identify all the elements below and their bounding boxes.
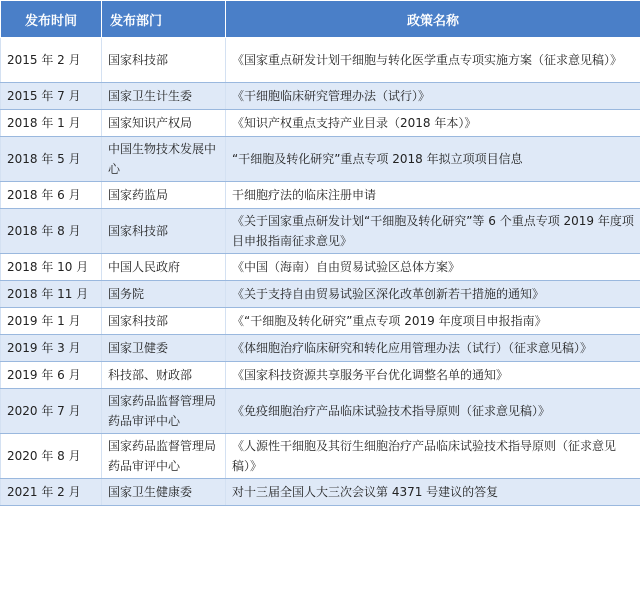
cell-date: 2018 年 1 月 (1, 110, 102, 137)
header-date: 发布时间 (1, 1, 102, 38)
cell-date: 2018 年 10 月 (1, 254, 102, 281)
cell-dept: 国家科技部 (102, 209, 226, 254)
table-row (1, 182, 640, 209)
cell-policy: 《关于国家重点研发计划“干细胞及转化研究”等 6 个重点专项 2019 年度项目申报指南征求意见》 (226, 209, 640, 254)
table-row (1, 281, 640, 308)
header-policy: 政策名称 (226, 1, 640, 38)
cell-policy: 《知识产权重点支持产业目录（2018 年本）》 (226, 110, 640, 137)
table-row (1, 335, 640, 362)
cell-policy: 《关于支持自由贸易试验区深化改革创新若干措施的通知》 (226, 281, 640, 308)
cell-policy: 《中国（海南）自由贸易试验区总体方案》 (226, 254, 640, 281)
cell-policy: 干细胞疗法的临床注册申请 (226, 182, 640, 209)
table-row (1, 389, 640, 434)
table-row (1, 83, 640, 110)
cell-dept: 国家知识产权局 (102, 110, 226, 137)
cell-dept: 国家卫生健康委 (102, 479, 226, 506)
cell-dept: 国家药品监督管理局药品审评中心 (102, 389, 226, 434)
cell-date: 2020 年 7 月 (1, 389, 102, 434)
table-row (1, 479, 640, 506)
table-row (1, 209, 640, 254)
cell-dept: 科技部、财政部 (102, 362, 226, 389)
table-row (1, 254, 640, 281)
cell-policy: 《“干细胞及转化研究”重点专项 2019 年度项目申报指南》 (226, 308, 640, 335)
cell-policy: 《免疫细胞治疗产品临床试验技术指导原则（征求意见稿）》 (226, 389, 640, 434)
cell-dept: 中国人民政府 (102, 254, 226, 281)
cell-date: 2015 年 2 月 (1, 38, 102, 83)
cell-dept: 国家科技部 (102, 308, 226, 335)
cell-date: 2020 年 8 月 (1, 434, 102, 479)
table-row (1, 308, 640, 335)
cell-date: 2018 年 5 月 (1, 137, 102, 182)
cell-date: 2015 年 7 月 (1, 83, 102, 110)
cell-policy: 《国家科技资源共享服务平台优化调整名单的通知》 (226, 362, 640, 389)
cell-date: 2019 年 1 月 (1, 308, 102, 335)
cell-policy: 《国家重点研发计划干细胞与转化医学重点专项实施方案（征求意见稿）》 (226, 38, 640, 83)
cell-dept: 国家药品监督管理局药品审评中心 (102, 434, 226, 479)
cell-dept: 国家药监局 (102, 182, 226, 209)
cell-dept: 国家科技部 (102, 38, 226, 83)
cell-date: 2021 年 2 月 (1, 479, 102, 506)
header-dept: 发布部门 (102, 1, 226, 38)
cell-date: 2019 年 3 月 (1, 335, 102, 362)
cell-date: 2018 年 11 月 (1, 281, 102, 308)
table-header-row (1, 1, 640, 38)
table-row (1, 110, 640, 137)
cell-dept: 中国生物技术发展中心 (102, 137, 226, 182)
cell-dept: 国家卫健委 (102, 335, 226, 362)
cell-date: 2018 年 6 月 (1, 182, 102, 209)
cell-date: 2019 年 6 月 (1, 362, 102, 389)
table-row (1, 38, 640, 83)
cell-date: 2018 年 8 月 (1, 209, 102, 254)
cell-policy: 《干细胞临床研究管理办法（试行）》 (226, 83, 640, 110)
table-row (1, 362, 640, 389)
cell-dept: 国家卫生计生委 (102, 83, 226, 110)
cell-policy: 《体细胞治疗临床研究和转化应用管理办法（试行）（征求意见稿）》 (226, 335, 640, 362)
cell-policy: 对十三届全国人大三次会议第 4371 号建议的答复 (226, 479, 640, 506)
table-row (1, 137, 640, 182)
table-row (1, 434, 640, 479)
cell-policy: 《人源性干细胞及其衍生细胞治疗产品临床试验技术指导原则（征求意见稿）》 (226, 434, 640, 479)
cell-policy: “干细胞及转化研究”重点专项 2018 年拟立项项目信息 (226, 137, 640, 182)
cell-dept: 国务院 (102, 281, 226, 308)
